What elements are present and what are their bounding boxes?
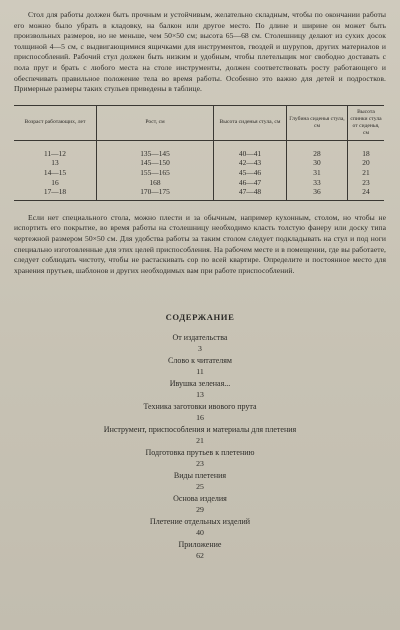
table-row: [14, 187, 384, 200]
table-row: [14, 158, 384, 168]
table-cell: 21: [348, 168, 385, 178]
toc-item-title: От издательства: [172, 333, 228, 343]
table-cell: 30: [287, 158, 348, 168]
table-cell: 45—46: [214, 168, 287, 178]
toc-item-title: Плетение отдельных изделий: [149, 517, 251, 527]
table-header-row: [14, 105, 384, 140]
toc-item-page: 13: [196, 389, 204, 399]
toc-item[interactable]: [14, 378, 386, 401]
toc-item-page: 16: [196, 412, 204, 422]
table-cell: 31: [287, 168, 348, 178]
toc-item-page: 21: [196, 435, 204, 445]
table-cell: 24: [348, 187, 385, 200]
table-cell: 17—18: [14, 187, 97, 200]
toc-item-page: 40: [196, 527, 204, 537]
toc-item[interactable]: [14, 401, 386, 424]
contents-heading: СОДЕРЖАНИЕ: [165, 312, 235, 323]
header-age: Возраст работающих, лет: [14, 105, 97, 140]
header-seat-depth: Глубина сиденья стула, см: [287, 105, 348, 140]
table-cell: 13: [51, 158, 59, 168]
table-cell: 20: [348, 158, 385, 168]
table-cell: 18: [348, 140, 385, 158]
header-seat-height: Высота сиденья стула, см: [214, 105, 287, 140]
table-cell: 36: [287, 187, 348, 200]
header-back-height: Высота спинки стула от сиденья, см: [348, 105, 385, 140]
table-row: [14, 178, 384, 188]
toc-item-page: 11: [196, 366, 204, 376]
table-cell: 23: [348, 178, 385, 188]
table-cell: 14—15: [43, 167, 67, 177]
toc-item[interactable]: [14, 447, 386, 470]
table-cell: 33: [287, 178, 348, 188]
table-cell: 16: [51, 177, 59, 187]
toc-item-title: Инструмент, приспособления и материалы для плетения: [103, 425, 297, 435]
table-cell: 11—12: [44, 148, 66, 158]
toc-item[interactable]: [14, 355, 386, 378]
toc-item-title: Виды плетения: [173, 471, 227, 481]
header-height: Рост, см: [97, 105, 214, 140]
table-cell: 40—41: [214, 140, 287, 158]
toc-item-title: Приложение: [178, 540, 222, 550]
table-cell: 170—175: [97, 187, 214, 200]
intro-paragraph: Стол для работы должен быть прочным и устойчивым, желательно складным, чтобы по окончании работы его можно было убрать в кладовку, на балкон или другое место. По длине и ширине он может быть произвольных размеров, но не меньше, чем 50×50 см; высота 65—68 см. Столешницу делают из сухих досок толщиной 4—5 см, с выдвигающимися ящичками для инструментов, гвоздей и шурупов, других материалов и приспособлений. Рабочий стул должен быть низким и удобным, чтобы плетельщик мог свободно доставать с пола прут и брать с любого места на столе инструменты, должен соответствовать росту работающего и обеспечивать правильное положение тела во время работы. Особенно это важно для детей и подростков. Примерные размеры таких стульев приведены в таблице.: [14, 10, 386, 94]
table-cell: 46—47: [214, 178, 287, 188]
toc-item-page: 23: [196, 458, 204, 468]
toc-item-title: Слово к читателям: [168, 356, 232, 366]
table-cell: 145—150: [97, 158, 214, 168]
table-of-contents: [14, 332, 386, 562]
toc-item-title: Техника заготовки ивового прута: [143, 402, 257, 412]
table-cell: 155—165: [97, 168, 214, 178]
table-cell: 47—48: [214, 187, 287, 200]
toc-item-page: 3: [198, 343, 202, 353]
table-row: [14, 168, 384, 178]
toc-item[interactable]: [14, 470, 386, 493]
toc-item-title: Ивушка зеленая...: [169, 379, 231, 389]
toc-item[interactable]: [14, 539, 386, 562]
workplace-paragraph: Если нет специального стола, можно плести и за обычным, например кухонным, столом, но чтобы не испортить его покрытие, во время работы на столешницу необходимо класть толстую фанеру или доску типа чертежной размером 50×50 см. Для удобства работы за таким столом следует подкладывать на стул и под ноги специально изготовленные для этих целей приспособления. На рабочем месте и в помещении, где вы работаете, следует соблюдать чистоту, чтобы не растаскивать сор по всей квартире. Определите и постоянное место для хранения прутьев, шаблонов и других необходимых вам при работе приспособлений.: [14, 212, 386, 275]
table-row: [14, 140, 384, 158]
table-cell: 168: [97, 178, 214, 188]
toc-item[interactable]: [14, 332, 386, 355]
toc-item-title: Основа изделия: [173, 494, 227, 504]
toc-item[interactable]: [14, 424, 386, 447]
toc-item-page: 25: [196, 481, 204, 491]
table-cell: 42—43: [214, 158, 287, 168]
toc-item[interactable]: [14, 493, 386, 516]
toc-item[interactable]: [14, 516, 386, 539]
chair-size-table: [14, 105, 384, 201]
toc-item-page: 29: [196, 504, 204, 514]
table-cell: 28: [287, 140, 348, 158]
table-cell: 135—145: [97, 140, 214, 158]
toc-item-page: 62: [196, 550, 204, 560]
toc-item-title: Подготовка прутьев к плетению: [145, 448, 255, 458]
